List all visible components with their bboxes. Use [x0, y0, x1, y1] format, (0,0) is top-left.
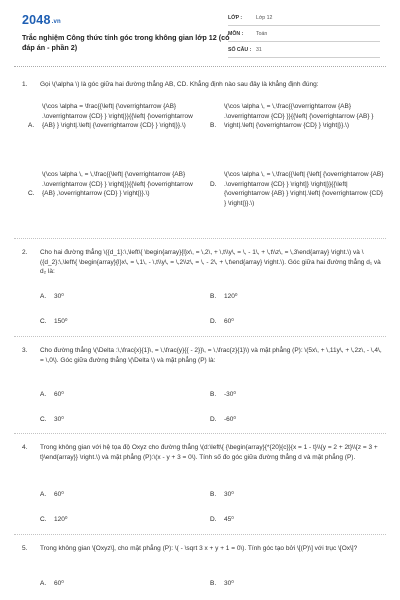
option-letter: A.: [40, 491, 47, 498]
question-separator: [14, 238, 386, 239]
meta-label: LỚP :: [228, 15, 243, 21]
option-letter: A.: [28, 122, 35, 129]
option-letter: D.: [210, 516, 217, 523]
page-title: Trắc nghiệm Công thức tính góc trong không gian lớp 12 (có đáp án - phần 2): [22, 33, 230, 52]
option-letter: C.: [40, 416, 47, 423]
option-text: 60⁰: [54, 391, 64, 398]
option-letter: B.: [210, 580, 217, 587]
meta-value: Toán: [256, 31, 268, 37]
option-text: 30⁰: [54, 293, 64, 300]
option-text: 30⁰: [224, 580, 234, 587]
option-text: 30⁰: [54, 416, 64, 423]
option-text: \(\cos \alpha = \frac{{\left| {\overrightarrow {AB} .\overrightarrow {CD} } \right|}}{{\left| {\overrightarrow {AB} } \right|.\left| {\overrightarrow {CD} } \right|}}.\): [42, 103, 193, 129]
meta-row-subject: [228, 28, 380, 42]
option-text: 30⁰: [224, 491, 234, 498]
site-logo[interactable]: [22, 13, 61, 27]
meta-value: 31: [256, 47, 262, 53]
option-letter: D.: [210, 416, 217, 423]
option-text: \(\cos \alpha \, = \,\frac{{\left| {\left[ {\overrightarrow {AB} .\overrightarrow {CD} } \right]} \right|}}{{\left| {\overrightarrow {AB} } \right|.\left| {\overrightarrow {CD} } \right|}}.\): [224, 171, 384, 207]
meta-label: MÔN :: [228, 31, 244, 37]
question-1: [14, 80, 386, 240]
option-letter: C.: [40, 318, 47, 325]
option-letter: A.: [40, 391, 47, 398]
logo-tld: .vn: [51, 19, 61, 25]
logo-text: 2048: [22, 13, 51, 27]
page-header: [0, 0, 400, 62]
option-text: \(\cos \alpha \, = \,\frac{{\left| {\overrightarrow {AB} .\overrightarrow {CD} } \right|}}{{\left| {\overrightarrow {AB} ,\overrightarrow {CD} } \right|}}.\): [42, 171, 193, 197]
question-stem: Cho hai đường thẳng \({d_1}:\,\left\{ \begin{array}{l}x\, = \,2\, + \,t\\y\, = \, - 1\, + \,t\\z\, = \,3\end{array} \right.\) và \({d_2}:\,\left\{ \begin{array}{l}x\, = \,1\, - \,t\\y\, = \,2\\z\, = \, - 2\, + \,t\end{array} \right.\). Góc giữa hai đường thẳng d₁ và d₂ là:: [40, 249, 381, 275]
option-letter: A.: [40, 580, 47, 587]
option-text: 60⁰: [224, 318, 234, 325]
option-letter: A.: [40, 293, 47, 300]
option-text: \(\cos \alpha \, = \,\frac{{\overrightarrow {AB} .\overrightarrow {CD} }}{{\left| {\overrightarrow {AB} } \right|.\left| {\overrightarrow {CD} } \right|}}.\): [224, 103, 374, 129]
question-number: 2.: [22, 249, 28, 256]
option-text: -30⁰: [224, 391, 237, 398]
question-number: 4.: [22, 444, 28, 451]
option-letter: C.: [40, 516, 47, 523]
question-5: [14, 544, 386, 598]
question-number: 3.: [22, 347, 28, 354]
option-letter: B.: [210, 491, 217, 498]
question-stem: Gọi \(\alpha \) là góc giữa hai đường thẳng AB, CD. Khẳng định nào sau đây là khẳng định đúng:: [40, 81, 319, 88]
option-letter: B.: [210, 391, 217, 398]
option-letter: D.: [210, 318, 217, 325]
question-stem: Cho đường thẳng \(\Delta :\,\frac{x}{1}\, = \,\frac{y}{{ - 2}}\, = \,\frac{z}{1}\) và mặt phẳng (P): \(5x\, + \,11y\, + \,2z\, - \,4\, = \,0\). Góc giữa đường thẳng \(\Delta \) và mặt phẳng (P) là:: [40, 347, 382, 364]
option-letter: C.: [28, 190, 35, 197]
option-text: 120⁰: [54, 516, 68, 523]
option-text: 45⁰: [224, 516, 234, 523]
option-text: 150⁰: [54, 318, 68, 325]
question-number: 5.: [22, 545, 28, 552]
option-text: 60⁰: [54, 491, 64, 498]
meta-label: SỐ CÂU :: [228, 47, 252, 53]
question-stem: Trong không gian \[Oxyz\], cho mặt phẳng (P): \( - \sqrt 3 x + y + 1 = 0\). Tính góc tạo bởi \[(P)\] với trục \[Ox\]?: [40, 545, 358, 552]
meta-row-grade: [228, 12, 380, 26]
meta-value: Lớp 12: [256, 15, 273, 21]
header-divider: [14, 66, 386, 67]
question-4: [14, 443, 386, 533]
question-2: [14, 248, 386, 336]
option-text: 60⁰: [54, 580, 64, 587]
question-separator: [14, 534, 386, 535]
question-separator: [14, 433, 386, 434]
option-text: 120⁰: [224, 293, 238, 300]
question-separator: [14, 336, 386, 337]
option-letter: D.: [210, 181, 217, 188]
question-3: [14, 346, 386, 432]
meta-box: [228, 12, 380, 58]
question-number: 1.: [22, 81, 28, 88]
option-letter: B.: [210, 293, 217, 300]
option-letter: B.: [210, 122, 217, 129]
option-text: -60⁰: [224, 416, 237, 423]
meta-row-count: [228, 44, 380, 58]
question-stem: Trong không gian với hệ tọa độ Oxyz cho đường thẳng \(d:\left\{ {\begin{array}{*{20}{c}}{x = 1 - t}\\{y = 2 + 2t}\\{z = 3 + t}\end{array}} \right.\) và mặt phẳng (P):\(x - y + 3 = 0\). Tính số đo góc giữa đường thẳng d và mặt phẳng (P).: [40, 444, 378, 461]
